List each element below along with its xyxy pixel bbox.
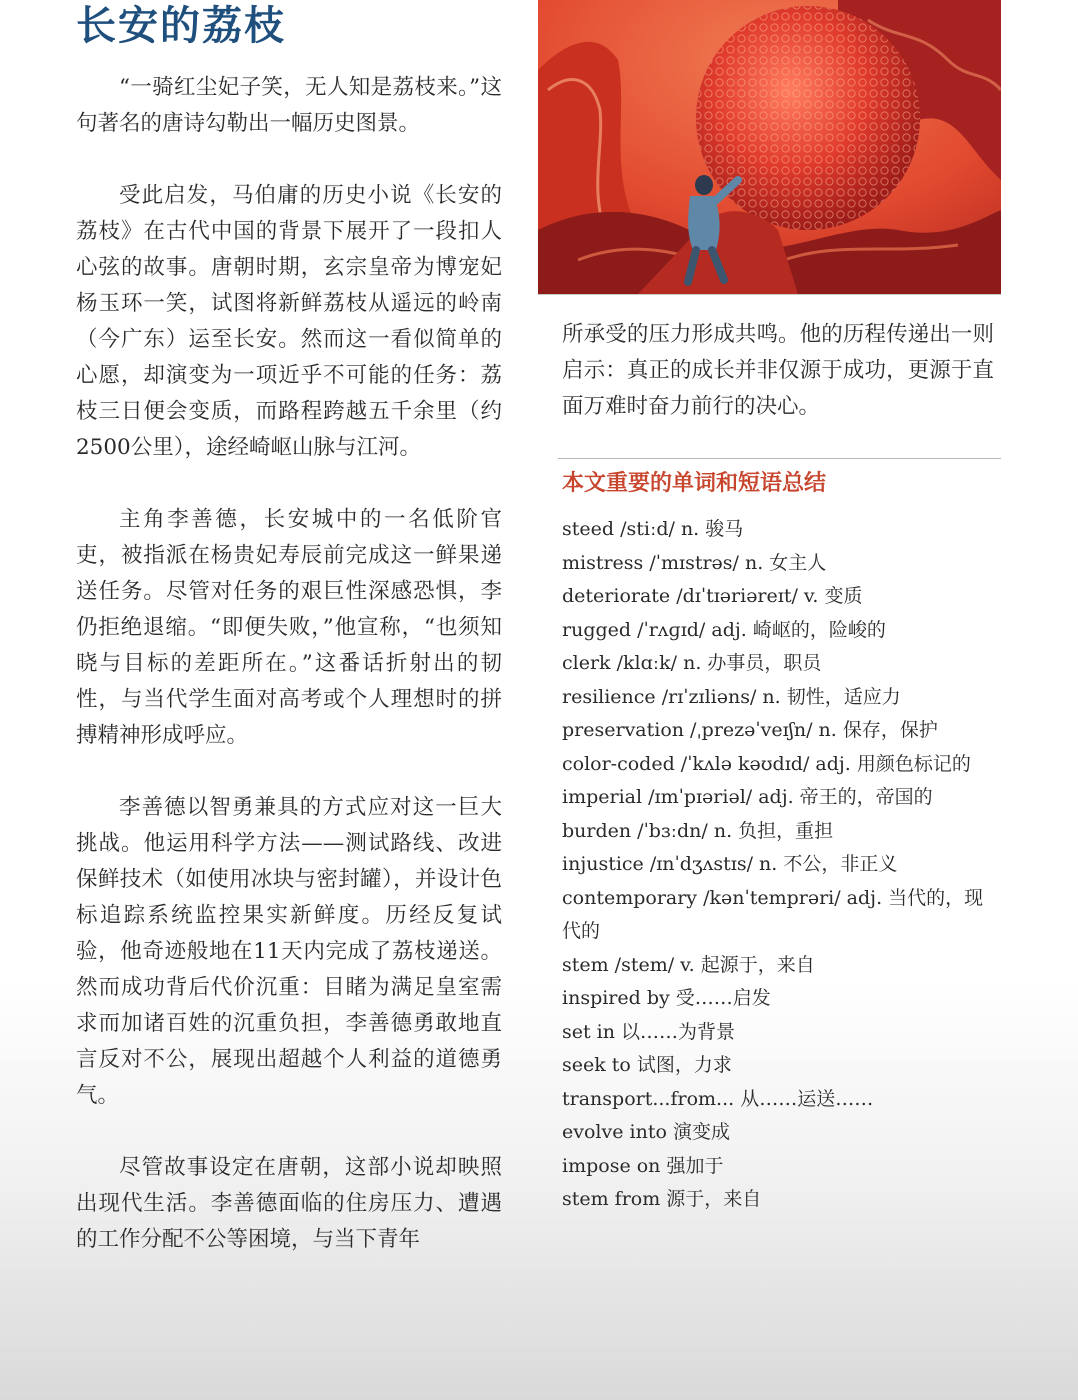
- vocab-item: deteriorate /dɪˈtɪəriəreɪt/ v. 变质: [562, 585, 863, 607]
- vocab-item: color-coded /ˈkʌlə kəʊdɪd/ adj. 用颜色标记的: [562, 752, 971, 775]
- vocab-item: imperial /ɪmˈpɪəriəl/ adj. 帝王的，帝国的: [562, 786, 933, 808]
- vocab-item: injustice /ɪnˈdʒʌstɪs/ n. 不公，非正义: [562, 853, 898, 875]
- vocab-item: seek to 试图，力求: [562, 1054, 732, 1076]
- article-body-left: [76, 70, 502, 1258]
- vocab-item: steed /stiːd/ n. 骏马: [562, 518, 744, 540]
- vocab-item: mistress /ˈmɪstrəs/ n. 女主人: [562, 551, 827, 574]
- vocab-item: resilience /rɪˈzɪliəns/ n. 韧性，适应力: [562, 685, 901, 708]
- vocab-item: stem /stem/ v. 起源于，来自: [562, 953, 815, 976]
- paragraph-story: 受此启发，马伯庸的历史小说《长安的荔枝》在古代中国的背景下展开了一段扣人心弦的故事。唐朝时期，玄宗皇帝为博宠妃杨玉环一笑，试图将新鲜荔枝从遥远的岭南（今广东）运至长安。然而这一看似简单的心愿，却演变为一项近乎不可能的任务：荔枝三日便会变质，而路程跨越五千余里（约2500公里），途经崎岖山脉与江河。: [76, 183, 502, 460]
- article-title: 长安的荔枝: [76, 3, 286, 49]
- lychee-illustration: [538, 0, 1001, 295]
- paragraph-protagonist: 主角李善德，长安城中的一名低阶官吏，被指派在杨贵妃寿辰前完成这一鲜果递送任务。尽管对任务的艰巨性深感恐惧，李仍拒绝退缩。“即便失败，”他宣称，“也须知晓与目标的差距所在。”这番话折射出的韧性，与当代学生面对高考或个人理想时的拼搏精神形成呼应。: [76, 507, 502, 748]
- vocab-item: preservation /ˌprezəˈveɪʃn/ n. 保存，保护: [562, 719, 938, 741]
- vocab-item: rugged /ˈrʌɡɪd/ adj. 崎岖的，险峻的: [562, 618, 886, 641]
- vocab-item: stem from 源于，来自: [562, 1188, 762, 1210]
- vocab-item: evolve into 演变成: [562, 1121, 730, 1143]
- paragraph-intro: “一骑红尘妃子笑，无人知是荔枝来。”这句著名的唐诗勾勒出一幅历史图景。: [76, 75, 502, 136]
- paragraph-continuation: 所承受的压力形成共鸣。他的历程传递出一则启示：真正的成长并非仅源于成功，更源于直面万难时奋力前行的决心。: [562, 322, 994, 419]
- vocab-item: clerk /klɑːk/ n. 办事员，职员: [562, 652, 822, 674]
- section-divider: [558, 458, 1001, 459]
- vocab-item: burden /ˈbɜːdn/ n. 负担，重担: [562, 819, 834, 842]
- vocab-heading: 本文重要的单词和短语总结: [562, 471, 827, 496]
- vocab-list: [562, 513, 994, 1217]
- vocab-item: transport...from... 从……运送……: [562, 1087, 874, 1110]
- paragraph-method: 李善德以智勇兼具的方式应对这一巨大挑战。他运用科学方法——测试路线、改进保鲜技术（如使用冰块与密封罐），并设计色标追踪系统监控果实新鲜度。历经反复试验，他奇迹般地在11天内完成了荔枝递送。然而成功背后代价沉重：目睹为满足皇室需求而加诸百姓的沉重负担，李善德勇敢地直言反对不公，展现出超越个人利益的道德勇气。: [76, 795, 502, 1108]
- vocab-item: set in 以……为背景: [562, 1020, 736, 1043]
- lychee-illustration-art: [538, 0, 1001, 294]
- vocab-item: contemporary /kənˈtemprəri/ adj. 当代的，现代的: [562, 886, 984, 942]
- paragraph-modern: 尽管故事设定在唐朝，这部小说却映照出现代生活。李善德面临的住房压力、遭遇的工作分配不公等困境，与当下青年: [76, 1155, 502, 1252]
- vocab-item: impose on 强加于: [562, 1154, 724, 1177]
- vocab-item: inspired by 受……启发: [562, 987, 771, 1009]
